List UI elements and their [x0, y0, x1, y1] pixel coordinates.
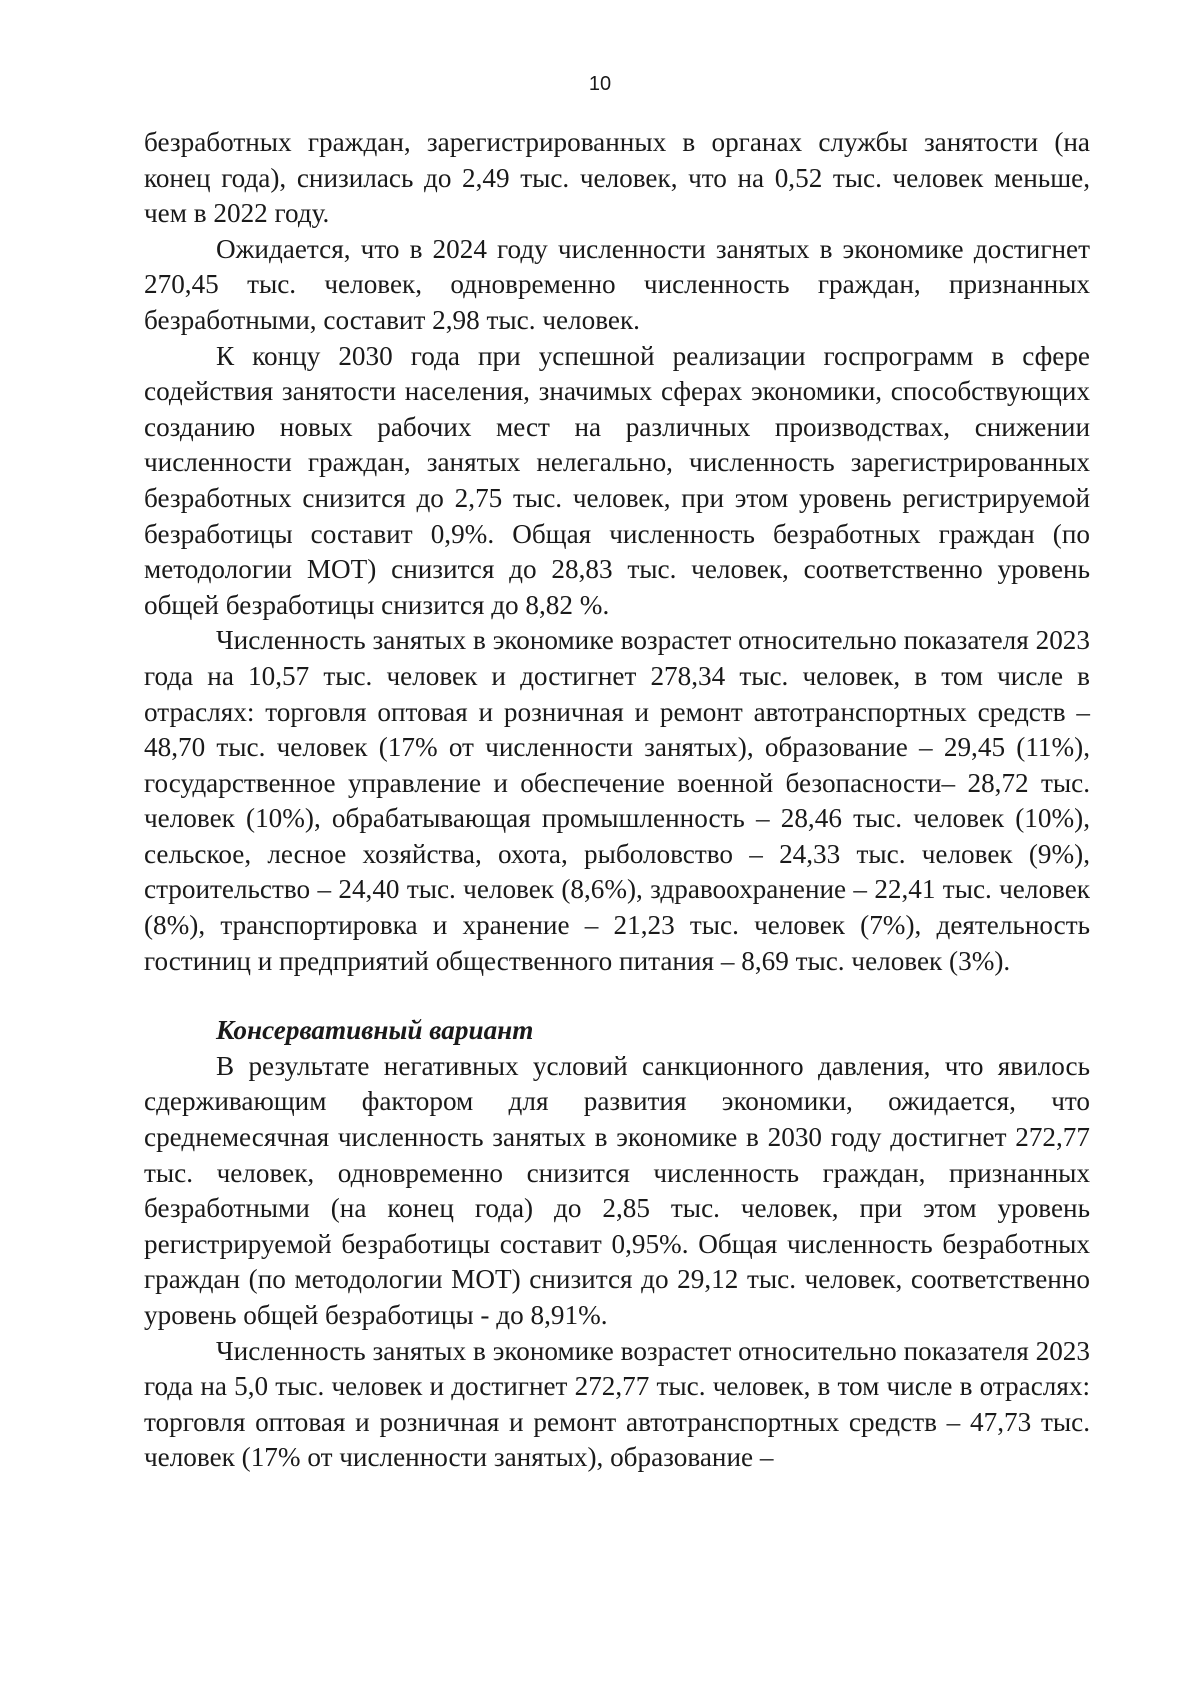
- paragraph-employment-by-sector: Численность занятых в экономике возрастет относительно показателя 2023 года на 10,57 тыс. человек и достигнет 278,34 тыс. человек, в том числе в отраслях: торговля оптовая и розничная и ремонт автотранспортных средств – 48,70 тыс. человек (17% от численности занятых), образование – 29,45 (11%), государственное управление и обеспечение военной безопасности– 28,72 тыс. человек (10%), обрабатывающая промышленность – 28,46 тыс. человек (10%), сельское, лесное хозяйства, охота, рыболовство – 24,33 тыс. человек (9%), строительство – 24,40 тыс. человек (8,6%), здравоохранение – 22,41 тыс. человек (8%), транспортировка и хранение – 21,23 тыс. человек (7%), деятельность гостиниц и предприятий общественного питания – 8,69 тыс. человек (3%).: [144, 625, 1090, 976]
- paragraph-conservative-forecast: В результате негативных условий санкционного давления, что явилось сдерживающим фактором для развития экономики, ожидается, что среднемесячная численность занятых в экономике в 2030 году достигнет 272,77 тыс. человек, одновременно снизится численность граждан, признанных безработными (на конец года) до 2,85 тыс. человек, при этом уровень регистрируемой безработицы составит 0,95%. Общая численность безработных граждан (по методологии МОТ) снизится до 29,12 тыс. человек, соответственно уровень общей безработицы - до 8,91%.: [144, 1050, 1090, 1330]
- page-body: [144, 125, 1090, 1476]
- paragraph-2024-forecast: Ожидается, что в 2024 году численности занятых в экономике достигнет 270,45 тыс. человек, одновременно численность граждан, признанных безработными, составит 2,98 тыс. человек.: [144, 233, 1090, 335]
- paragraph-continuation: безработных граждан, зарегистрированных в органах службы занятости (на конец года), снизилась до 2,49 тыс. человек, что на 0,52 тыс. человек меньше, чем в 2022 году.: [144, 127, 1090, 229]
- paragraph-2030-unemployment: К концу 2030 года при успешной реализации госпрограмм в сфере содействия занятости населения, значимых сферах экономики, способствующих созданию новых рабочих мест на различных производствах, снижении численности граждан, занятых нелегально, численность зарегистрированных безработных снизится до 2,75 тыс. человек, при этом уровень регистрируемой безработицы составит 0,9%. Общая численность безработных граждан (по методологии МОТ) снизится до 28,83 тыс. человек, соответственно уровень общей безработицы снизится до 8,82 %.: [144, 340, 1090, 620]
- paragraph-conservative-sectors: Численность занятых в экономике возрастет относительно показателя 2023 года на 5,0 тыс. человек и достигнет 272,77 тыс. человек, в том числе в отраслях: торговля оптовая и розничная и ремонт автотранспортных средств – 47,73 тыс. человек (17% от численности занятых), образование –: [144, 1335, 1090, 1473]
- page-number: 10: [588, 73, 612, 95]
- section-heading-conservative: Консервативный вариант: [216, 1015, 534, 1046]
